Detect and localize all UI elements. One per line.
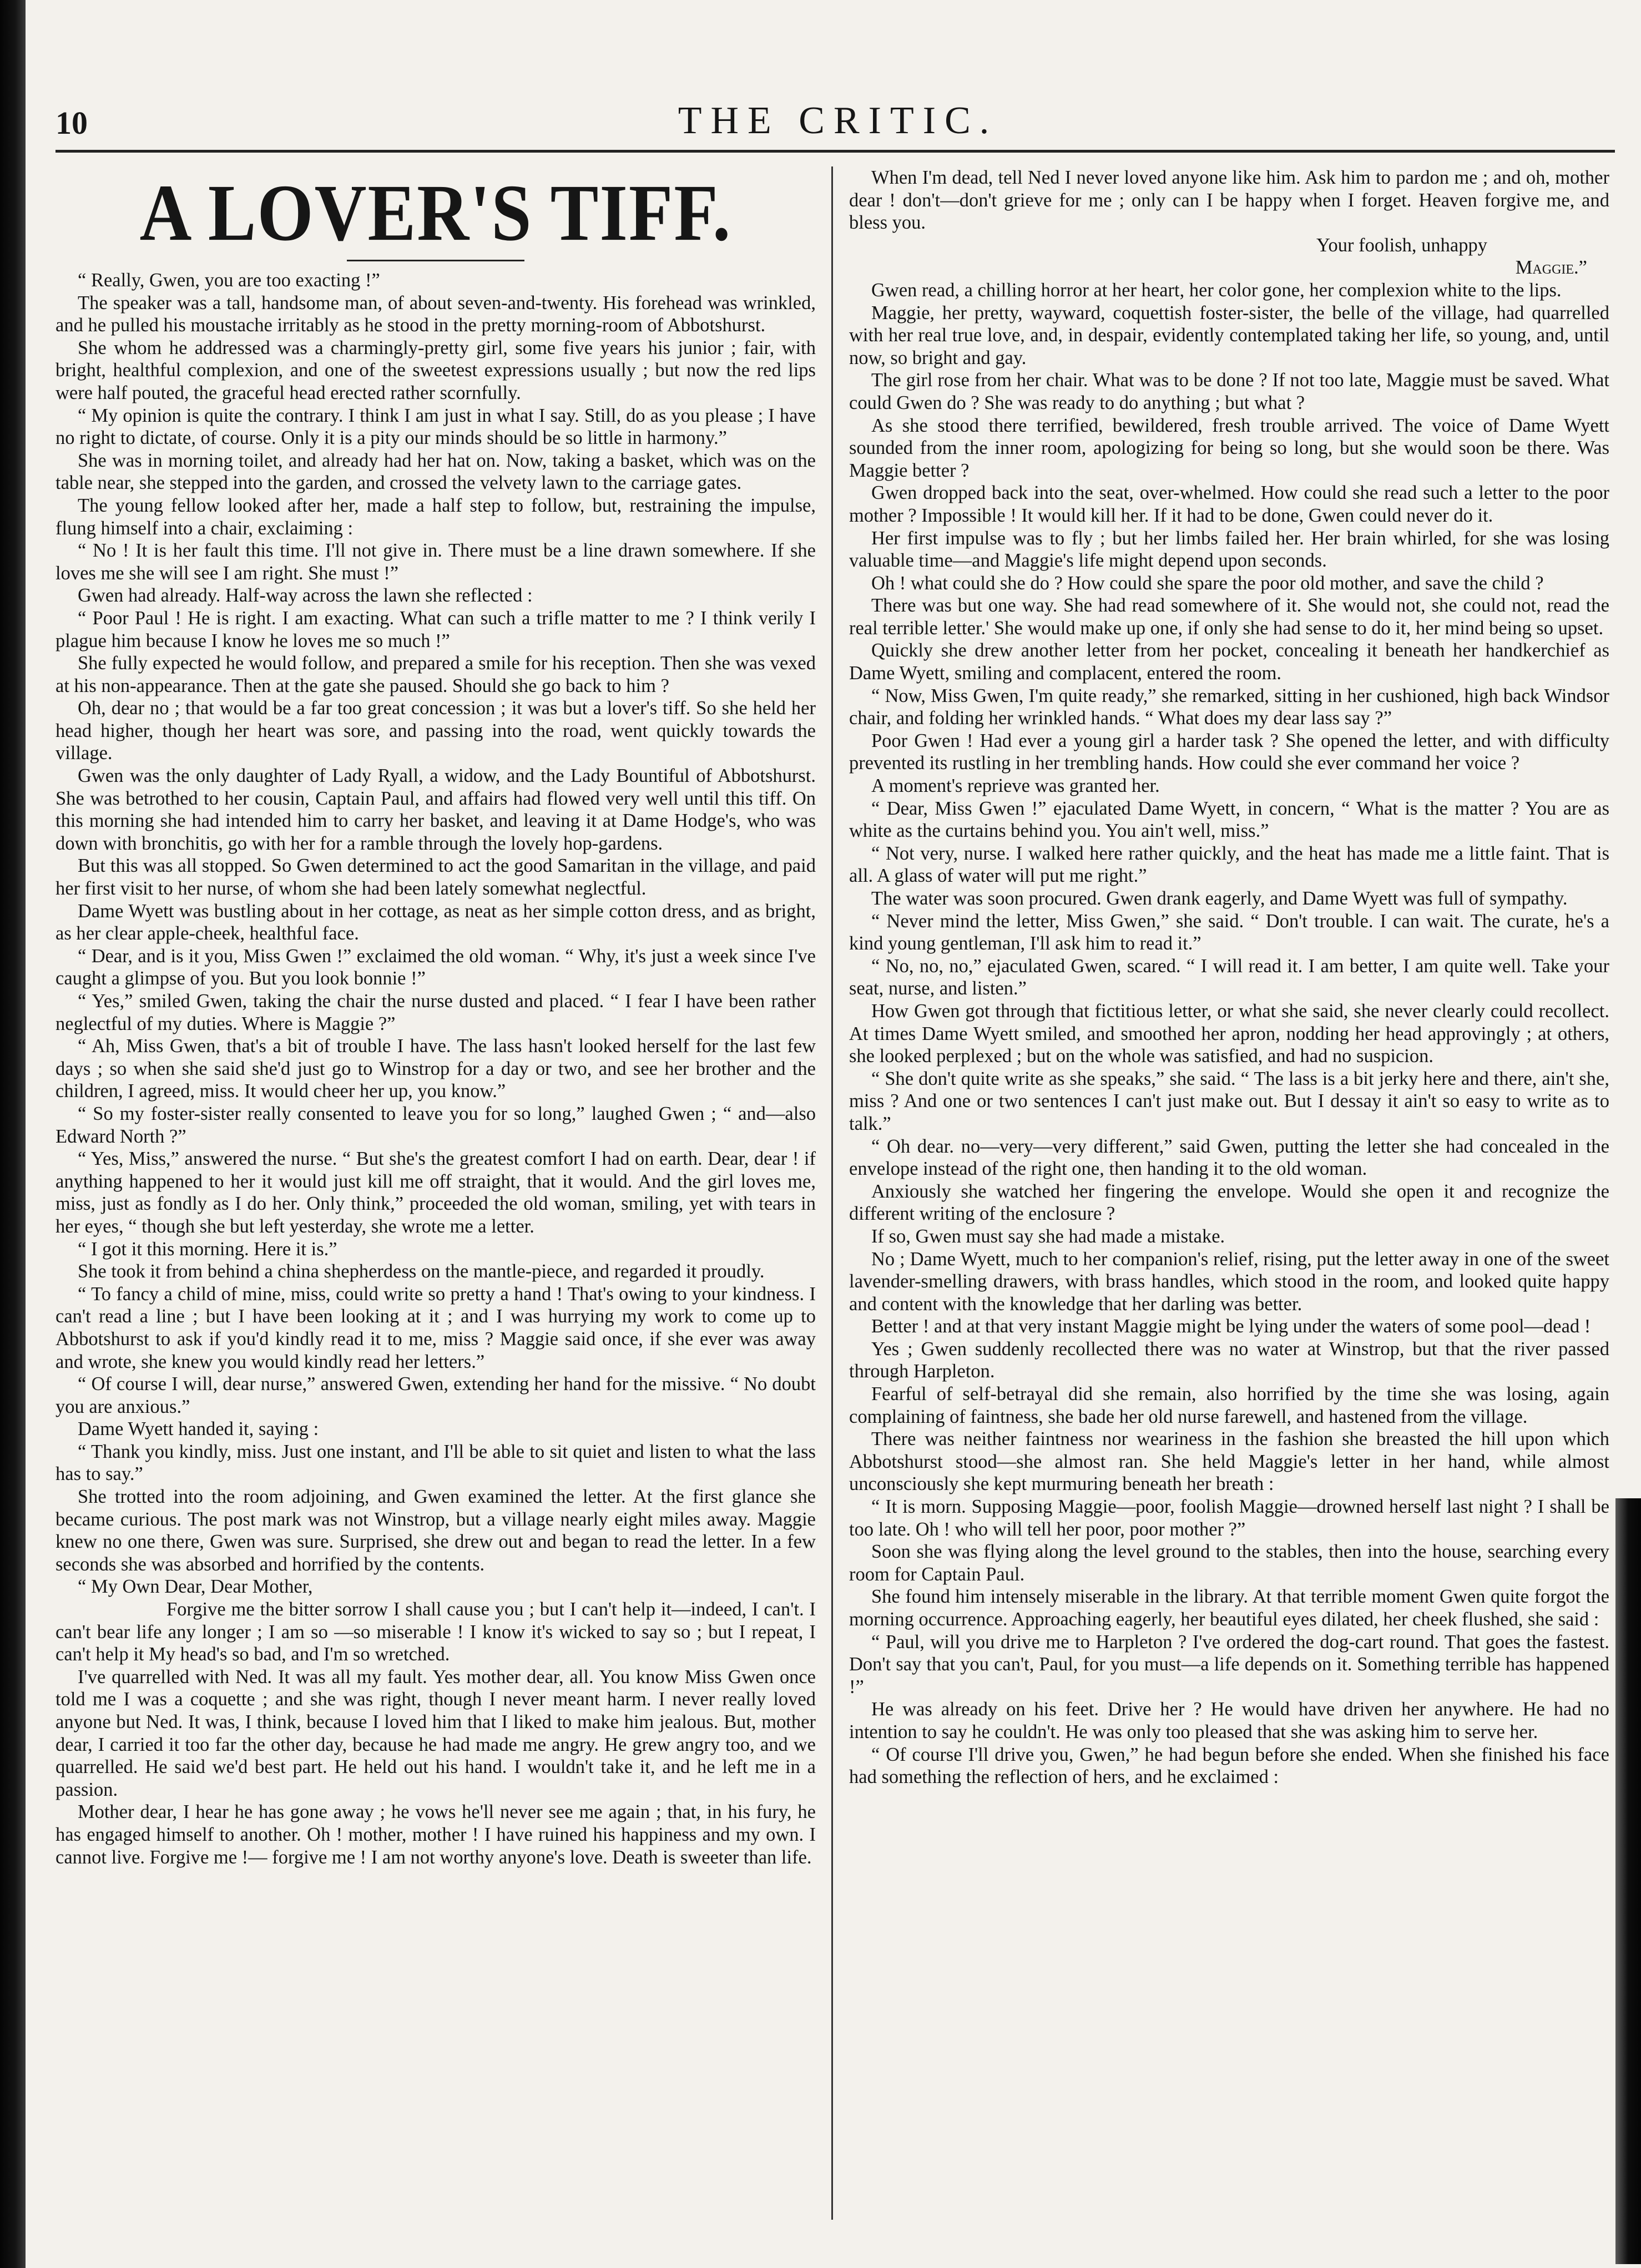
paragraph: Poor Gwen ! Had ever a young girl a harder task ? She opened the letter, and with difficulty prevented its rustling in her trembling hands. How could she ever command her voice ? [849, 730, 1609, 774]
paragraph: “ Of course I will, dear nurse,” answered Gwen, extending her hand for the missive. “ No doubt you are anxious.” [55, 1373, 816, 1417]
paragraph: Oh, dear no ; that would be a far too great concession ; it was but a lover's tiff. So she held her head higher, though her heart was sore, and passing into the road, went quickly towards the village. [55, 698, 816, 764]
paragraph: “ Dear, Miss Gwen !” ejaculated Dame Wyett, in concern, “ What is the matter ? You are as white as the curtains behind you. You ain't well, miss.” [849, 797, 1609, 842]
paragraph: “ No, no, no,” ejaculated Gwen, scared. “ I will read it. I am better, I am quite well. Take your seat, nurse, and listen.” [849, 955, 1609, 999]
paragraph: The speaker was a tall, handsome man, of about seven-and-twenty. His forehead was wrinkled, and he pulled his moustache irritably as he stood in the pretty morning-room of Abbotshurst. [55, 292, 816, 336]
paragraph: A moment's reprieve was granted her. [871, 775, 1160, 797]
paragraph: “ Never mind the letter, Miss Gwen,” she said. “ Don't trouble. I can wait. The curate, he's a kind young gentleman, I'll ask him to read it.” [849, 910, 1609, 954]
paragraph: She found him intensely miserable in the library. At that terrible moment Gwen quite forgot the morning occurrence. Approaching eagerly, her beautiful eyes dilated, her cheek flushed, she said : [849, 1586, 1609, 1630]
paragraph: “ I got it this morning. Here it is.” [78, 1238, 337, 1260]
paragraph: She fully expected he would follow, and prepared a smile for his reception. Then she was vexed at his non-appearance. Then at the gate she paused. Should she go back to him ? [55, 653, 816, 696]
paragraph: “ My Own Dear, Dear Mother, [78, 1576, 313, 1598]
scan-binding-edge [0, 0, 26, 2268]
paragraph: “ To fancy a child of mine, miss, could write so pretty a hand ! That's owing to your kindness. I can't read a line ; but I have been looking at it ; and I was hurrying my work to come up to Abbotshurst to ask if you'd kindly read it to me, miss ? Maggie said once, if she ever was away and wrote, she knew you would kindly read her letters.” [55, 1283, 816, 1372]
paragraph: There was but one way. She had read somewhere of it. She would not, she could not, read the real terrible letter.' She would make up one, if only she had sense to do it, her mind being so upset. [849, 595, 1609, 639]
title-divider [347, 260, 524, 261]
scan-shadow-edge [1615, 1498, 1641, 2264]
paragraph: “ Now, Miss Gwen, I'm quite ready,” she remarked, sitting in her cushioned, high back Windsor chair, and folding her wrinkled hands. “ What does my dear lass say ?” [849, 685, 1609, 729]
paragraph: “ Poor Paul ! He is right. I am exacting. What can such a trifle matter to me ? I think verily I plague him because I know he loves me so much !” [55, 607, 816, 651]
paragraph: The water was soon procured. Gwen drank eagerly, and Dame Wyett was full of sympathy. [871, 888, 1568, 909]
paragraph: Gwen had already. Half-way across the lawn she reflected : [78, 585, 533, 607]
paragraph: She trotted into the room adjoining, and Gwen examined the letter. At the first glance she became curious. The post mark was not Winstrop, but a village nearly eight miles away. Maggie knew no one there, Gwen was sure. Surprised, she drew out and began to read the letter. In a few seconds she was absorbed and horrified by the contents. [55, 1486, 816, 1575]
paragraph: Gwen read, a chilling horror at her heart, her color gone, her complexion white to the lips. [871, 279, 1562, 301]
paragraph: As she stood there terrified, bewildered, fresh trouble arrived. The voice of Dame Wyett sounded from the inner room, apologizing for being so long, but she would soon be there. Was Maggie better ? [849, 415, 1609, 481]
paragraph: She took it from behind a china shepherdess on the mantle-piece, and regarded it proudly. [78, 1261, 765, 1282]
paragraph: Dame Wyett handed it, saying : [78, 1418, 319, 1440]
paragraph: How Gwen got through that fictitious letter, or what she said, she never clearly could recollect. At times Dame Wyett smiled, and smoothed her apron, nodding her head approvingly ; at others, she looked perplexed ; but on the whole was satisfied, and had no suspicion. [849, 1000, 1609, 1067]
paragraph: Soon she was flying along the level ground to the stables, then into the house, searching every room for Captain Paul. [849, 1541, 1609, 1585]
paragraph: I've quarrelled with Ned. It was all my fault. Yes mother dear, all. You know Miss Gwen once told me I was a coquette ; and she was right, though I never meant harm. I never really loved anyone but Ned. It was, I think, because I loved him that I liked to make him jealous. But, mother dear, I carried it too far the other day, because he had made me angry. He grew angry too, and we quarrelled. He said we'd best part. He held out his hand. I wouldn't take it, and he left me in a passion. [55, 1666, 816, 1800]
paragraph: “ Ah, Miss Gwen, that's a bit of trouble I have. The lass hasn't looked herself for the last few days ; so when she said she'd just go to Winstrop for a day or two, and see her brother and the children, I agreed, miss. It would cheer her up, you know.” [55, 1035, 816, 1102]
paragraph: Gwen dropped back into the seat, over-whelmed. How could she read such a letter to the poor mother ? Impossible ! It would kill her. If it had to be done, Gwen could never do it. [849, 482, 1609, 526]
paragraph: Forgive me the bitter sorrow I shall cause you ; but I can't help it—indeed, I can't. I can't bear life any longer ; I am so —so miserable ! I know it's wicked to say so ; but I repeat, I can't help it My head's so bad, and I'm so wretched. [55, 1599, 816, 1665]
paragraph: Your foolish, unhappy [1316, 234, 1487, 256]
newspaper-page [55, 83, 1615, 2247]
paragraph: Gwen was the only daughter of Lady Ryall, a widow, and the Lady Bountiful of Abbotshurst. She was betrothed to her cousin, Captain Paul, and affairs had flowed very well until this tiff. On this morning she had intended him to carry her basket, and leaving it at Dame Hodge's, who was down with bronchitis, go with her for a ramble through the lovely hop-gardens. [55, 765, 816, 854]
paragraph: “ Really, Gwen, you are too exacting !” [78, 270, 380, 291]
paragraph: When I'm dead, tell Ned I never loved anyone like him. Ask him to pardon me ; and oh, mother dear ! don't—don't grieve for me ; only can I be happy when I forget. Heaven forgive me, and bless you. [849, 167, 1609, 234]
paragraph: He was already on his feet. Drive her ? He would have driven her anywhere. He had no intention to say he couldn't. He was only too pleased that she was asking him to serve her. [849, 1699, 1609, 1742]
column-divider [831, 166, 833, 2220]
paragraph: Dame Wyett was bustling about in her cottage, as neat as her simple cotton dress, and as bright, as her clear apple-cheek, healthful face. [55, 900, 816, 944]
paragraph: No ; Dame Wyett, much to her companion's relief, rising, put the letter away in one of the sweet lavender-smelling drawers, with brass handles, which stood in the room, and looked quite happy and content with the knowledge that her darling was better. [849, 1248, 1609, 1315]
paragraph: Yes ; Gwen suddenly recollected there was no water at Winstrop, but that the river passed through Harpleton. [849, 1338, 1609, 1382]
article-title: A LOVER'S TIFF. [139, 168, 732, 258]
paragraph: There was neither faintness nor weariness in the fashion she breasted the hill upon which Abbotshurst stood—she almost ran. She held Maggie's letter in her hand, while almost unconsciously she kept murmuring beneath her breath : [849, 1428, 1609, 1495]
paragraph: “ Yes, Miss,” answered the nurse. “ But she's the greatest comfort I had on earth. Dear, dear ! if anything happened to her it would just kill me off straight, that it would. And the girl loves me, miss, just as fondly as I do her. Only think,” proceeded the old woman, smiling, yet with tears in her eyes, “ though she but left yesterday, she wrote me a letter. [55, 1148, 816, 1237]
paragraph: But this was all stopped. So Gwen determined to act the good Samaritan in the village, and paid her first visit to her nurse, of whom she had been lately somewhat neglectful. [55, 855, 816, 900]
paragraph: Mother dear, I hear he has gone away ; he vows he'll never see me again ; that, in his fury, he has engaged himself to another. Oh ! mother, mother ! I have ruined his happiness and my own. I cannot live. Forgive me !— forgive me ! I am not worthy anyone's love. Death is sweeter than life. [55, 1801, 816, 1868]
paragraph: “ No ! It is her fault this time. I'll not give in. There must be a line drawn somewhere. If she loves me she will see I am right. She must !” [55, 540, 816, 584]
paragraph: “ She don't quite write as she speaks,” she said. “ The lass is a bit jerky here and there, ain't she, miss ? And one or two sentences I can't just make out. But I dessay it ain't so easy to write as to talk.” [849, 1068, 1609, 1134]
paragraph: “ So my foster-sister really consented to leave you for so long,” laughed Gwen ; “ and—also Edward North ?” [55, 1103, 816, 1147]
paragraph: Maggie.” [1515, 257, 1587, 279]
paragraph: Better ! and at that very instant Maggie might be lying under the waters of some pool—dead ! [871, 1316, 1591, 1337]
running-head [55, 83, 1615, 153]
paragraph: The young fellow looked after her, made a half step to follow, but, restraining the impulse, flung himself into a chair, exclaiming : [55, 494, 816, 539]
paragraph: “ Dear, and is it you, Miss Gwen !” exclaimed the old woman. “ Why, it's just a week since I've caught a glimpse of you. But you look bonnie !” [55, 945, 816, 989]
paragraph: “ Of course I'll drive you, Gwen,” he had begun before she ended. When she finished his face had something the reflection of hers, and he exclaimed : [849, 1744, 1609, 1788]
paragraph: “ My opinion is quite the contrary. I think I am just in what I say. Still, do as you please ; I have no right to dictate, of course. Only it is a pity our minds should be so little in harmony.” [55, 405, 816, 449]
article-columns [55, 166, 1615, 2247]
paragraph: She was in morning toilet, and already had her hat on. Now, taking a basket, which was on the table near, she stepped into the garden, and crossed the velvety lawn to the carriage gates. [55, 449, 816, 494]
paragraph: Her first impulse was to fly ; but her limbs failed her. Her brain whirled, for she was losing valuable time—and Maggie's life might depend upon seconds. [849, 527, 1609, 572]
left-column [55, 166, 816, 2247]
paragraph: Quickly she drew another letter from her pocket, concealing it beneath her handkerchief as Dame Wyett, smiling and complacent, entered the room. [849, 640, 1609, 684]
paragraph: The girl rose from her chair. What was to be done ? If not too late, Maggie must be saved. What could Gwen do ? She was ready to do anything ; but what ? [849, 370, 1609, 413]
paragraph: “ Oh dear. no—very—very different,” said Gwen, putting the letter she had concealed in the envelope instead of the right one, then handing it to the old woman. [849, 1135, 1609, 1180]
masthead: THE CRITIC. [678, 99, 998, 142]
paragraph: “ It is morn. Supposing Maggie—poor, foolish Maggie—drowned herself last night ? I shall be too late. Oh ! who will tell her poor, poor mother ?” [849, 1496, 1609, 1540]
paragraph: “ Thank you kindly, miss. Just one instant, and I'll be able to sit quiet and listen to what the lass has to say.” [55, 1441, 816, 1485]
paragraph: “ Yes,” smiled Gwen, taking the chair the nurse dusted and placed. “ I fear I have been rather neglectful of my duties. Where is Maggie ?” [55, 991, 816, 1034]
paragraph: Oh ! what could she do ? How could she spare the poor old mother, and save the child ? [871, 572, 1544, 594]
paragraph: “ Paul, will you drive me to Harpleton ? I've ordered the dog-cart round. That goes the fastest. Don't say that you can't, Paul, for you must—a life depends on it. Something terrible has happened !” [849, 1631, 1609, 1698]
paragraph: She whom he addressed was a charmingly-pretty girl, some five years his junior ; fair, with bright, healthful complexion, and one of the sweetest expressions usually ; but now the red lips were half pouted, the graceful head erected rather scornfully. [55, 337, 816, 403]
paragraph: Fearful of self-betrayal did she remain, also horrified by the time she was losing, again complaining of faintness, she bade her old nurse farewell, and hastened from the village. [849, 1383, 1609, 1427]
right-column [849, 166, 1609, 2247]
paragraph: If so, Gwen must say she had made a mistake. [871, 1225, 1225, 1247]
paragraph: Anxiously she watched her fingering the envelope. Would she open it and recognize the different writing of the enclosure ? [849, 1180, 1609, 1225]
paragraph: “ Not very, nurse. I walked here rather quickly, and the heat has made me a little faint. That is all. A glass of water will put me right.” [849, 842, 1609, 887]
paragraph: Maggie, her pretty, wayward, coquettish foster-sister, the belle of the village, had quarrelled with her real true love, and, in despair, evidently contemplated taking her life, so young, and, until now, so bright and gay. [849, 302, 1609, 368]
page-number: 10 [55, 105, 88, 141]
